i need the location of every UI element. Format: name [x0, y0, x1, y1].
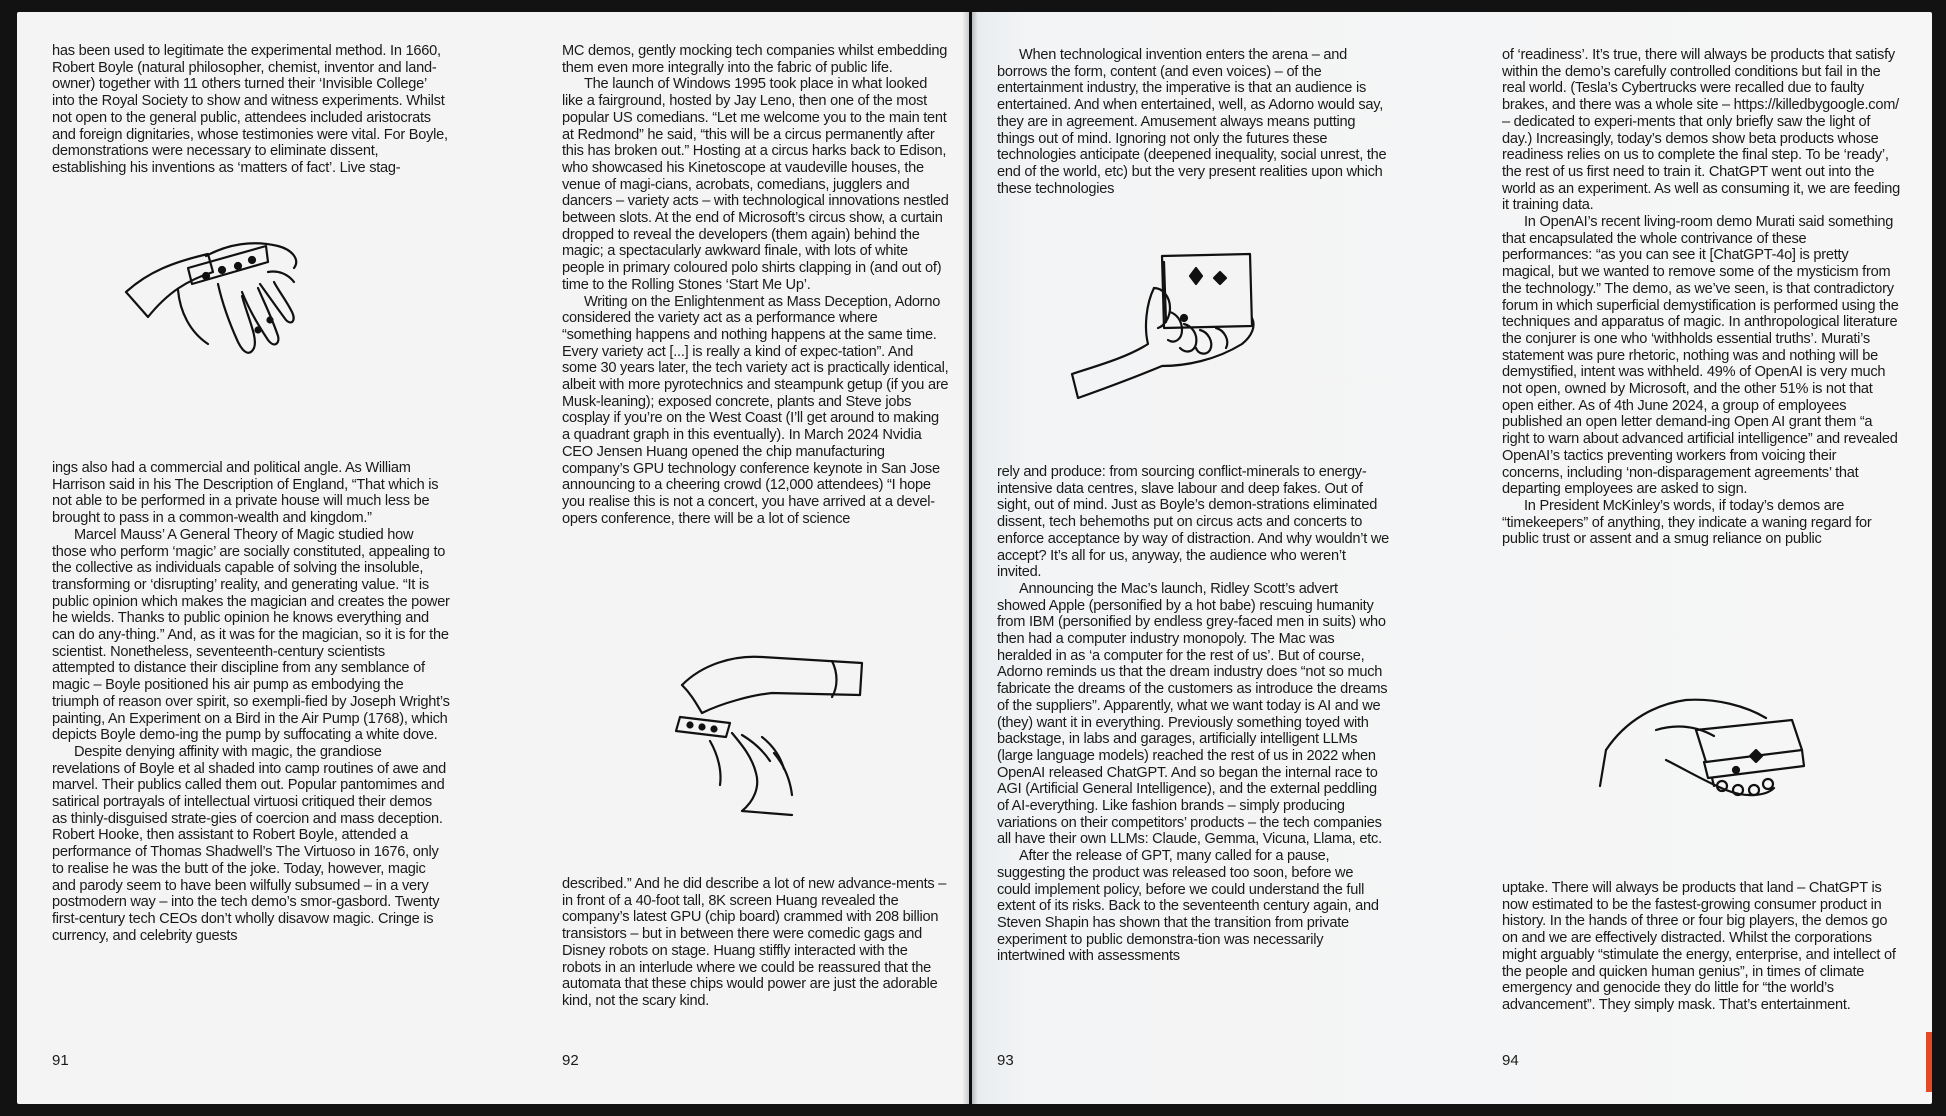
- page-number: 91: [52, 1052, 69, 1069]
- paragraph: Announcing the Mac’s launch, Ridley Scott’s advert showed Apple (personified by a hot babe) rescuing humanity from IBM (personified by endless grey-faced men in suits) who then had a computer industry monopoly. The Mac was heralded in as ‘a computer for the rest of us’. But of course, Adorno reminds us that the dream industry does “not so much fabricate the dreams of the customers as introduce the dreams of the suppliers”. Apparently, what we want today is AI and we (they) want it in everything. Previously something toyed with backstage, in labs and garages, artificially intelligent LLMs (large language models) reached the rest of us in 2022 when OpenAI released ChatGPT. And so began the internal race to AGI (Artificial General Intelligence), and the external peddling of AI-everything. Like fashion brands – simply producing variations on their competitors’ products – the tech companies all have their own LLMs: Claude, Gemma, Vicuna, Llama, etc.: [997, 580, 1388, 848]
- page-number: 93: [997, 1052, 1014, 1069]
- page-number: 94: [1502, 1052, 1519, 1069]
- hand-with-cards-icon: [118, 232, 348, 382]
- page-92-bottom-text: [562, 876, 950, 1010]
- paragraph: The launch of Windows 1995 took place in what looked like a fairground, hosted by Jay Leno, then one of the most popular US comedians. “Let me welcome you to the main tent at Redmond” he said, “this will be a circus permanently after this has broken out.” Hosting at a circus harks back to Edison, who showcased his Kinetoscope at vaudeville houses, the venue of magi-cians, acrobats, comedians, jugglers and dancers – variety acts – with technological innovations nestled between slots. At the end of Microsoft’s circus show, a curtain dropped to reveal the developers (them again) behind the magic; a spectacularly awkward finale, with lots of white people in primary coloured polo shirts clapping in (and out of) time to the Rolling Stones ‘Start Me Up’.: [562, 76, 949, 293]
- page-number: 92: [562, 1052, 579, 1069]
- paragraph: has been used to legitimate the experimental method. In 1660, Robert Boyle (natural philosopher, chemist, inventor and land-owner) together with 11 others turned their ‘Invisible College’ into the Royal Society to show and witness experiments. Whilst not open to the general public, attendees included aristocrats and foreign dignitaries, whose testimonies were vital. For Boyle, demonstrations were necessary to eliminate dissent, establishing his inventions as ‘matters of fact’. Live stag-: [52, 43, 448, 176]
- paragraph: MC demos, gently mocking tech companies whilst embedding them even more integrally into the fabric of public life.: [562, 43, 948, 76]
- paragraph: described.” And he did describe a lot of new advance-ments – in front of a 40-foot tall, 8K screen Huang revealed the company’s latest GPU (chip board) crammed with 208 billion transistors – but in between there were comedic gags and Disney robots on stage. Huang stiffly interacted with the robots in an interlude where we could be reassured that the automata that these chips would power are just the adorable kind, not the scary kind.: [562, 876, 947, 1009]
- book-gutter: [962, 12, 978, 1104]
- page-94-bottom-text: [1502, 880, 1900, 1014]
- paragraph: Marcel Mauss’ A General Theory of Magic studied how those who perform ‘magic’ are socially constituted, appealing to the collective as individuals capable of solving the insoluble, transforming or ‘disrupting’ reality, and generating value. “It is public opinion which makes the magician and creates the power he wields. Thanks to public opinion he knows everything and can do any-thing.” And, as it was for the magician, so it is for the scientist. Nonetheless, seventeenth-century scientists attempted to distance their discipline from any semblance of magic – Boyle positioned his air pump as embodying the triumph of reason over spirit, so exempli-fied by Joseph Wright’s painting, An Experiment on a Bird in the Air Pump (1768), which depicts Boyle demo-ing the pump by suffocating a white dove.: [52, 526, 450, 744]
- paragraph: When technological invention enters the arena – and borrows the form, content (and even voices) – of the entertainment industry, the imperative is that an audience is entertained. And when entertained, well, as Adorno would say, they are in agreement. Amusement always means putting things out of mind. Ignoring not only the futures these technologies anticipate (deepened inequality, social unrest, the end of the world, etc) but the very present realities upon which these technologies: [997, 47, 1387, 197]
- paragraph: uptake. There will always be products that land – ChatGPT is now estimated to be the fastest-growing consumer product in history. In the hands of three or four big players, the demos go on and we are effectively distracted. Whilst the corporations might arguably “stimulate the energy, enterprise, and intellect of the people and quicken human genius”, in times of climate emergency and genocide they do little for “the world’s advancement”. They simply mask. That’s entertainment.: [1502, 880, 1896, 1013]
- page-edge-marker: [1926, 1032, 1932, 1092]
- page-93-bottom-text: [997, 464, 1389, 965]
- paragraph: In President McKinley’s words, if today’s demos are “timekeepers” of anything, they indicate a waning regard for public trust or assent and a smug reliance on public: [1502, 497, 1872, 548]
- paragraph: ings also had a commercial and political angle. As William Harrison said in his The Description of England, “That which is not able to be performed in a private house will much less be brought to pass in a common-wealth and kingdom.”: [52, 460, 439, 527]
- hand-with-deck-icon: [1596, 690, 1816, 820]
- paragraph: Despite denying affinity with magic, the grandiose revelations of Boyle et al shaded into camp routines of awe and marvel. Their publics called them out. Popular pantomimes and satirical portrayals of intellectual virtuosi critiqued their demos as thinly-disguised strate-gies of coercion and mass deception. Robert Hooke, then assistant to Robert Boyle, attended a performance of Thomas Shadwell’s The Virtuoso in 1676, only to realise he was the butt of the joke. Today, however, magic and parody seem to have been wilfully subsumed – in a very postmodern way – into the tech demo’s smor-gasbord. Twenty first-century tech CEOs don’t wholly disavow magic. Cringe is currency, and celebrity guests: [52, 743, 446, 944]
- page-91-bottom-text: [52, 460, 450, 944]
- paragraph: of ‘readiness’. It’s true, there will always be products that satisfy within the demo’s carefully controlled conditions but fail in the real world. (Tesla’s Cybertrucks were recalled due to faulty brakes, and there was a whole site – https://killedbygoogle.com/ – dedicated to experi-ments that only briefly saw the light of day.) Increasingly, today’s demos show beta products whose readiness relies on us to complete the final step. To be ‘ready’, the rest of us first need to train it. ChatGPT went out into the world as an experiment. As well as consuming it, we are feeding it training data.: [1502, 47, 1900, 214]
- page-92-top-text: [562, 43, 950, 527]
- paragraph: Writing on the Enlightenment as Mass Deception, Adorno considered the variety act as a performance where “something happens and nothing happens at the same time. Every variety act [...] is really a kind of expec-tation”. And some 30 years later, the tech variety act is practically identical, albeit with more pyrotechnics and steampunk getup (if you are Musk-leaning); exposed concrete, plants and Steve jobs cosplay if you’re on the West Coast (I’ll get around to making a quadrant graph in this eventually). In March 2024 Nvidia CEO Jensen Huang opened the chip manufacturing company’s GPU technology conference keynote in San Jose announcing to a cheering crowd (12,000 attendees) “I hope you realise this is not a concert, you have arrived at a devel-opers conference, there will be a lot of science: [562, 293, 949, 527]
- page-94-top-text: [1502, 47, 1900, 548]
- paragraph: After the release of GPT, many called for a pause, suggesting the product was released too soon, before we could implement policy, before we could understand the full extent of its risks. Back to the seventeenth century again, and Steven Shapin has shown that the transition from private experiment to public demonstra-tion was necessarily intertwined with assessments: [997, 848, 1379, 965]
- paragraph: rely and produce: from sourcing conflict-minerals to energy-intensive data centres, slave labour and deep fakes. Out of sight, out of mind. Just as Boyle’s demon-strations eliminated dissent, tech behemoths put on circus acts and concerts to enforce acceptance by way of distraction. And why wouldn’t we accept? It’s all for us, anyway, the audience who weren’t invited.: [997, 464, 1389, 581]
- hand-fanning-cards-icon: [662, 645, 882, 825]
- page-91-top-text: [52, 43, 450, 177]
- paragraph: In OpenAI’s recent living-room demo Murati said something that encapsulated the whole contrivance of these performances: “as you can see it [ChatGPT-4o] is pretty magical, but we wanted to remove some of the mysticism from the technology.” The demo, as we’ve seen, is that contradictory forum in which superficial demystification is performed using the techniques and apparatus of magic. In anthropological literature the conjurer is one who ‘withholds essential truths’. Murati’s statement was pure rhetoric, nothing was and nothing will be demystified, intent was withheld. 49% of OpenAI is very much not open, owned by Microsoft, and the other 51% is not that open either. As of 4th June 2024, a group of employees published an open letter demand-ing Open AI grant them “a right to warn about advanced artificial intelligence” and revealed OpenAI’s tactics preventing workers from voicing their concerns, including ‘non-disparagement agreements’ that departing employees are asked to sign.: [1502, 214, 1899, 498]
- hand-holding-cards-icon: [1066, 248, 1306, 408]
- page-93-top-text: [997, 47, 1389, 197]
